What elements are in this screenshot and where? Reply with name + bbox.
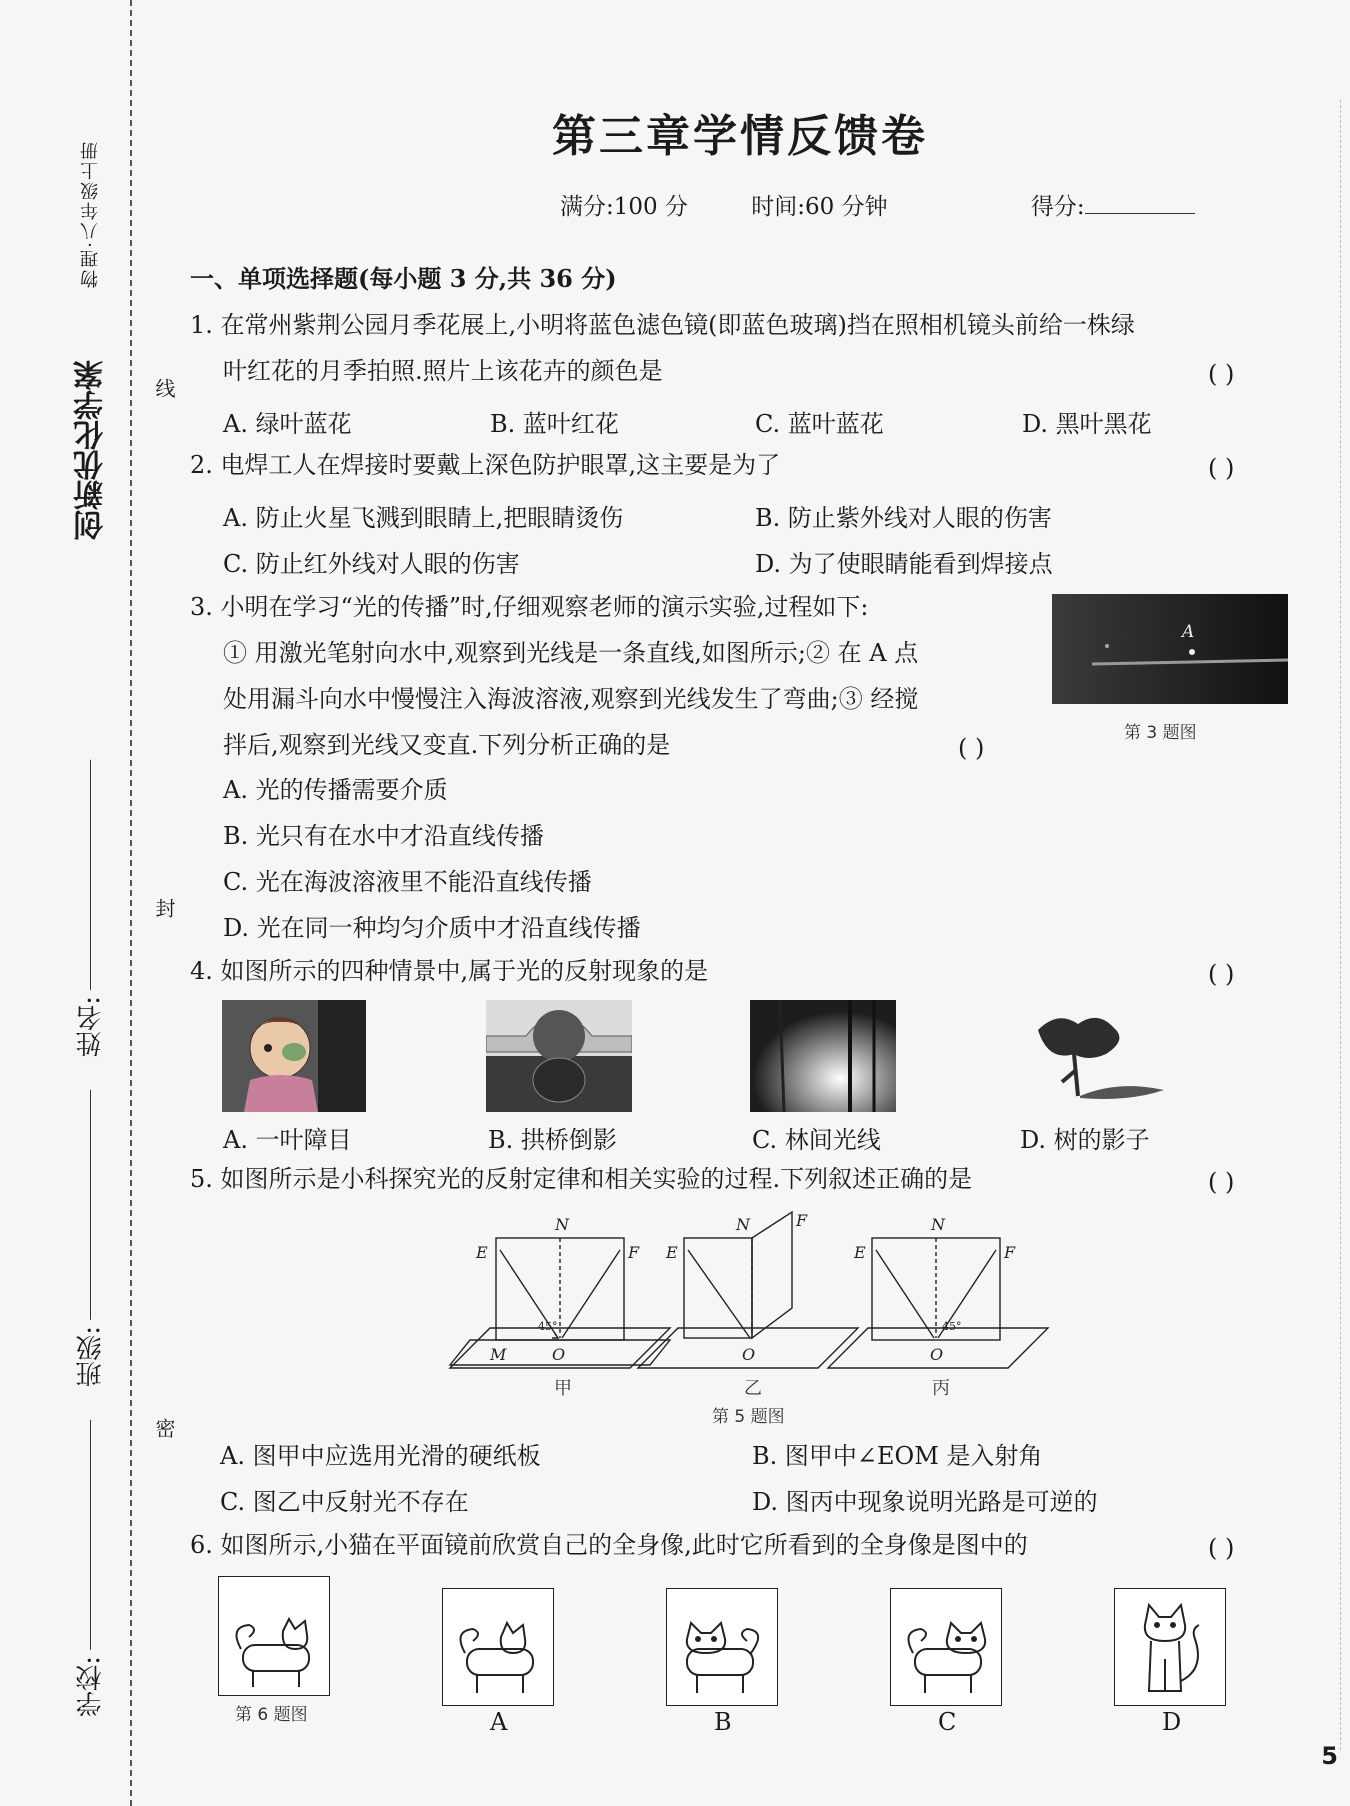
seal-line-text: 线 bbox=[152, 378, 176, 398]
q6-line1: 6. 如图所示,小猫在平面镜前欣赏自己的全身像,此时它所看到的全身像是图中的 bbox=[190, 1531, 1028, 1559]
q1-line1: 1. 在常州紫荆公园月季花展上,小明将蓝色滤色镜(即蓝色玻璃)挡在照相机镜头前给一株绿 bbox=[190, 311, 1135, 339]
q3-option-c[interactable]: C. 光在海波溶液里不能沿直线传播 bbox=[223, 868, 592, 896]
q2-option-b[interactable]: B. 防止紫外线对人眼的伤害 bbox=[755, 504, 1052, 532]
q3-option-a[interactable]: A. 光的传播需要介质 bbox=[223, 776, 448, 804]
cat-back-icon bbox=[219, 1577, 329, 1695]
reflection-experiment-figure bbox=[440, 1210, 1080, 1390]
fig5-f-c: F bbox=[1004, 1243, 1016, 1262]
q3-line1: 3. 小明在学习“光的传播”时,仔细观察老师的演示实验,过程如下: bbox=[190, 593, 869, 621]
q3-option-d[interactable]: D. 光在同一种均匀介质中才沿直线传播 bbox=[223, 914, 641, 942]
q2-option-a[interactable]: A. 防止火星飞溅到眼睛上,把眼睛烫伤 bbox=[223, 504, 624, 532]
q3-option-b[interactable]: B. 光只有在水中才沿直线传播 bbox=[223, 822, 544, 850]
q4-image-b bbox=[486, 1000, 632, 1112]
q3-line3: 处用漏斗向水中慢慢注入海波溶液,观察到光线发生了弯曲;③ 经搅 bbox=[223, 685, 919, 713]
cat-c-icon bbox=[891, 1589, 1001, 1705]
time-limit: 时间:60 分钟 bbox=[751, 194, 888, 220]
school-field bbox=[72, 1420, 109, 1717]
page-title: 第三章学情反馈卷 bbox=[552, 111, 928, 162]
q1-option-a[interactable]: A. 绿叶蓝花 bbox=[223, 410, 352, 438]
laser-beam-figure bbox=[1052, 594, 1288, 704]
score-blank[interactable] bbox=[1085, 195, 1195, 214]
q1-option-c[interactable]: C. 蓝叶蓝花 bbox=[755, 410, 884, 438]
q3-answer-paren[interactable]: ( ) bbox=[958, 734, 985, 762]
q6-option-b[interactable]: B bbox=[714, 1708, 732, 1736]
exam-meta bbox=[560, 188, 1251, 221]
q5-option-a[interactable]: A. 图甲中应选用光滑的硬纸板 bbox=[220, 1442, 541, 1470]
q5-caption: 第 5 题图 bbox=[712, 1407, 785, 1427]
q6-option-c[interactable]: C bbox=[938, 1708, 957, 1736]
point-a-label: A bbox=[1182, 622, 1195, 642]
cat-b-icon bbox=[667, 1589, 777, 1705]
q3-line4: 拌后,观察到光线又变直.下列分析正确的是 bbox=[223, 731, 671, 759]
q4-image-d bbox=[1018, 1010, 1164, 1110]
class-field bbox=[72, 1090, 109, 1387]
q1-option-b[interactable]: B. 蓝叶红花 bbox=[490, 410, 619, 438]
q2-option-c[interactable]: C. 防止红外线对人眼的伤害 bbox=[223, 550, 520, 578]
fig5-angle-c: 45° bbox=[942, 1320, 962, 1333]
fig5-o-b: O bbox=[742, 1345, 756, 1364]
q6-choice-c-box[interactable] bbox=[890, 1588, 1002, 1706]
q5-option-d[interactable]: D. 图丙中现象说明光路是可逆的 bbox=[752, 1488, 1098, 1516]
q6-choice-d-box[interactable] bbox=[1114, 1588, 1226, 1706]
q4-image-a bbox=[222, 1000, 366, 1112]
q6-choice-a-box[interactable] bbox=[442, 1588, 554, 1706]
laser-photo bbox=[1052, 594, 1288, 704]
cat-d-icon bbox=[1115, 1589, 1225, 1705]
q6-answer-paren[interactable]: ( ) bbox=[1208, 1534, 1235, 1562]
name-blank[interactable] bbox=[91, 760, 92, 990]
q4-option-c[interactable]: C. 林间光线 bbox=[752, 1126, 881, 1154]
fig5-n-a: N bbox=[555, 1215, 569, 1234]
fig5-m-a: M bbox=[490, 1345, 507, 1364]
fig5-e-c: E bbox=[854, 1243, 866, 1262]
section-heading: 一、单项选择题(每小题 3 分,共 36 分) bbox=[190, 264, 617, 293]
name-field bbox=[72, 760, 109, 1057]
school-blank[interactable] bbox=[91, 1420, 92, 1650]
fig5-f-b: F bbox=[796, 1211, 808, 1230]
cat-a-icon bbox=[443, 1589, 553, 1705]
q2-option-d[interactable]: D. 为了使眼睛能看到焊接点 bbox=[755, 550, 1053, 578]
q6-option-d[interactable]: D bbox=[1162, 1708, 1182, 1736]
score-label: 得分: bbox=[1030, 194, 1085, 220]
seal-seal-text: 封 bbox=[152, 898, 176, 918]
q1-line2: 叶红花的月季拍照.照片上该花卉的颜色是 bbox=[223, 357, 663, 385]
fig5-o-a: O bbox=[552, 1345, 566, 1364]
q4-line1: 4. 如图所示的四种情景中,属于光的反射现象的是 bbox=[190, 957, 709, 985]
q4-image-c bbox=[750, 1000, 896, 1112]
q1-answer-paren[interactable]: ( ) bbox=[1208, 360, 1235, 388]
class-label: 班级: bbox=[76, 1326, 106, 1387]
fig5-e-a: E bbox=[476, 1243, 488, 1262]
fig5-n-c: N bbox=[931, 1215, 945, 1234]
q5-option-c[interactable]: C. 图乙中反射光不存在 bbox=[220, 1488, 469, 1516]
right-margin-line bbox=[1340, 100, 1341, 1750]
q3-caption: 第 3 题图 bbox=[1124, 723, 1197, 743]
subject-text: 物理·八年级上册 bbox=[80, 140, 101, 288]
fig5-n-b: N bbox=[736, 1215, 750, 1234]
fig5-label-bing: 丙 bbox=[932, 1378, 950, 1399]
q6-choice-b-box[interactable] bbox=[666, 1588, 778, 1706]
q6-option-a[interactable]: A bbox=[490, 1708, 508, 1736]
fig5-o-c: O bbox=[930, 1345, 944, 1364]
fig5-angle-a: 45° bbox=[538, 1320, 558, 1333]
q2-answer-paren[interactable]: ( ) bbox=[1208, 454, 1235, 482]
name-label: 姓名: bbox=[76, 996, 106, 1057]
q5-option-b[interactable]: B. 图甲中∠EOM 是入射角 bbox=[752, 1442, 1043, 1470]
class-blank[interactable] bbox=[91, 1090, 92, 1320]
fig5-label-yi: 乙 bbox=[744, 1378, 762, 1399]
binding-dashed-line bbox=[130, 0, 132, 1806]
fig5-f-a: F bbox=[628, 1243, 640, 1262]
full-score: 满分:100 分 bbox=[560, 194, 688, 220]
q3-line2: ① 用激光笔射向水中,观察到光线是一条直线,如图所示;② 在 A 点 bbox=[223, 639, 919, 667]
q2-line1: 2. 电焊工人在焊接时要戴上深色防护眼罩,这主要是为了 bbox=[190, 451, 781, 479]
fig5-e-b: E bbox=[666, 1243, 678, 1262]
fig5-label-jia: 甲 bbox=[554, 1378, 572, 1399]
q5-answer-paren[interactable]: ( ) bbox=[1208, 1168, 1235, 1196]
q1-option-d[interactable]: D. 黑叶黑花 bbox=[1022, 410, 1152, 438]
q5-line1: 5. 如图所示是小科探究光的反射定律和相关实验的过程.下列叙述正确的是 bbox=[190, 1165, 973, 1193]
brand-logo-text: 创新优化学案 bbox=[74, 360, 109, 540]
seal-mi-text: 密 bbox=[152, 1418, 176, 1438]
q4-answer-paren[interactable]: ( ) bbox=[1208, 960, 1235, 988]
school-label: 学校: bbox=[76, 1656, 106, 1717]
q6-caption: 第 6 题图 bbox=[235, 1705, 308, 1725]
page-number: 5 bbox=[1321, 1742, 1338, 1770]
q4-option-b[interactable]: B. 拱桥倒影 bbox=[488, 1126, 617, 1154]
q4-option-d[interactable]: D. 树的影子 bbox=[1020, 1126, 1150, 1154]
q4-option-a[interactable]: A. 一叶障目 bbox=[223, 1126, 352, 1154]
q6-figure-box bbox=[218, 1576, 330, 1696]
